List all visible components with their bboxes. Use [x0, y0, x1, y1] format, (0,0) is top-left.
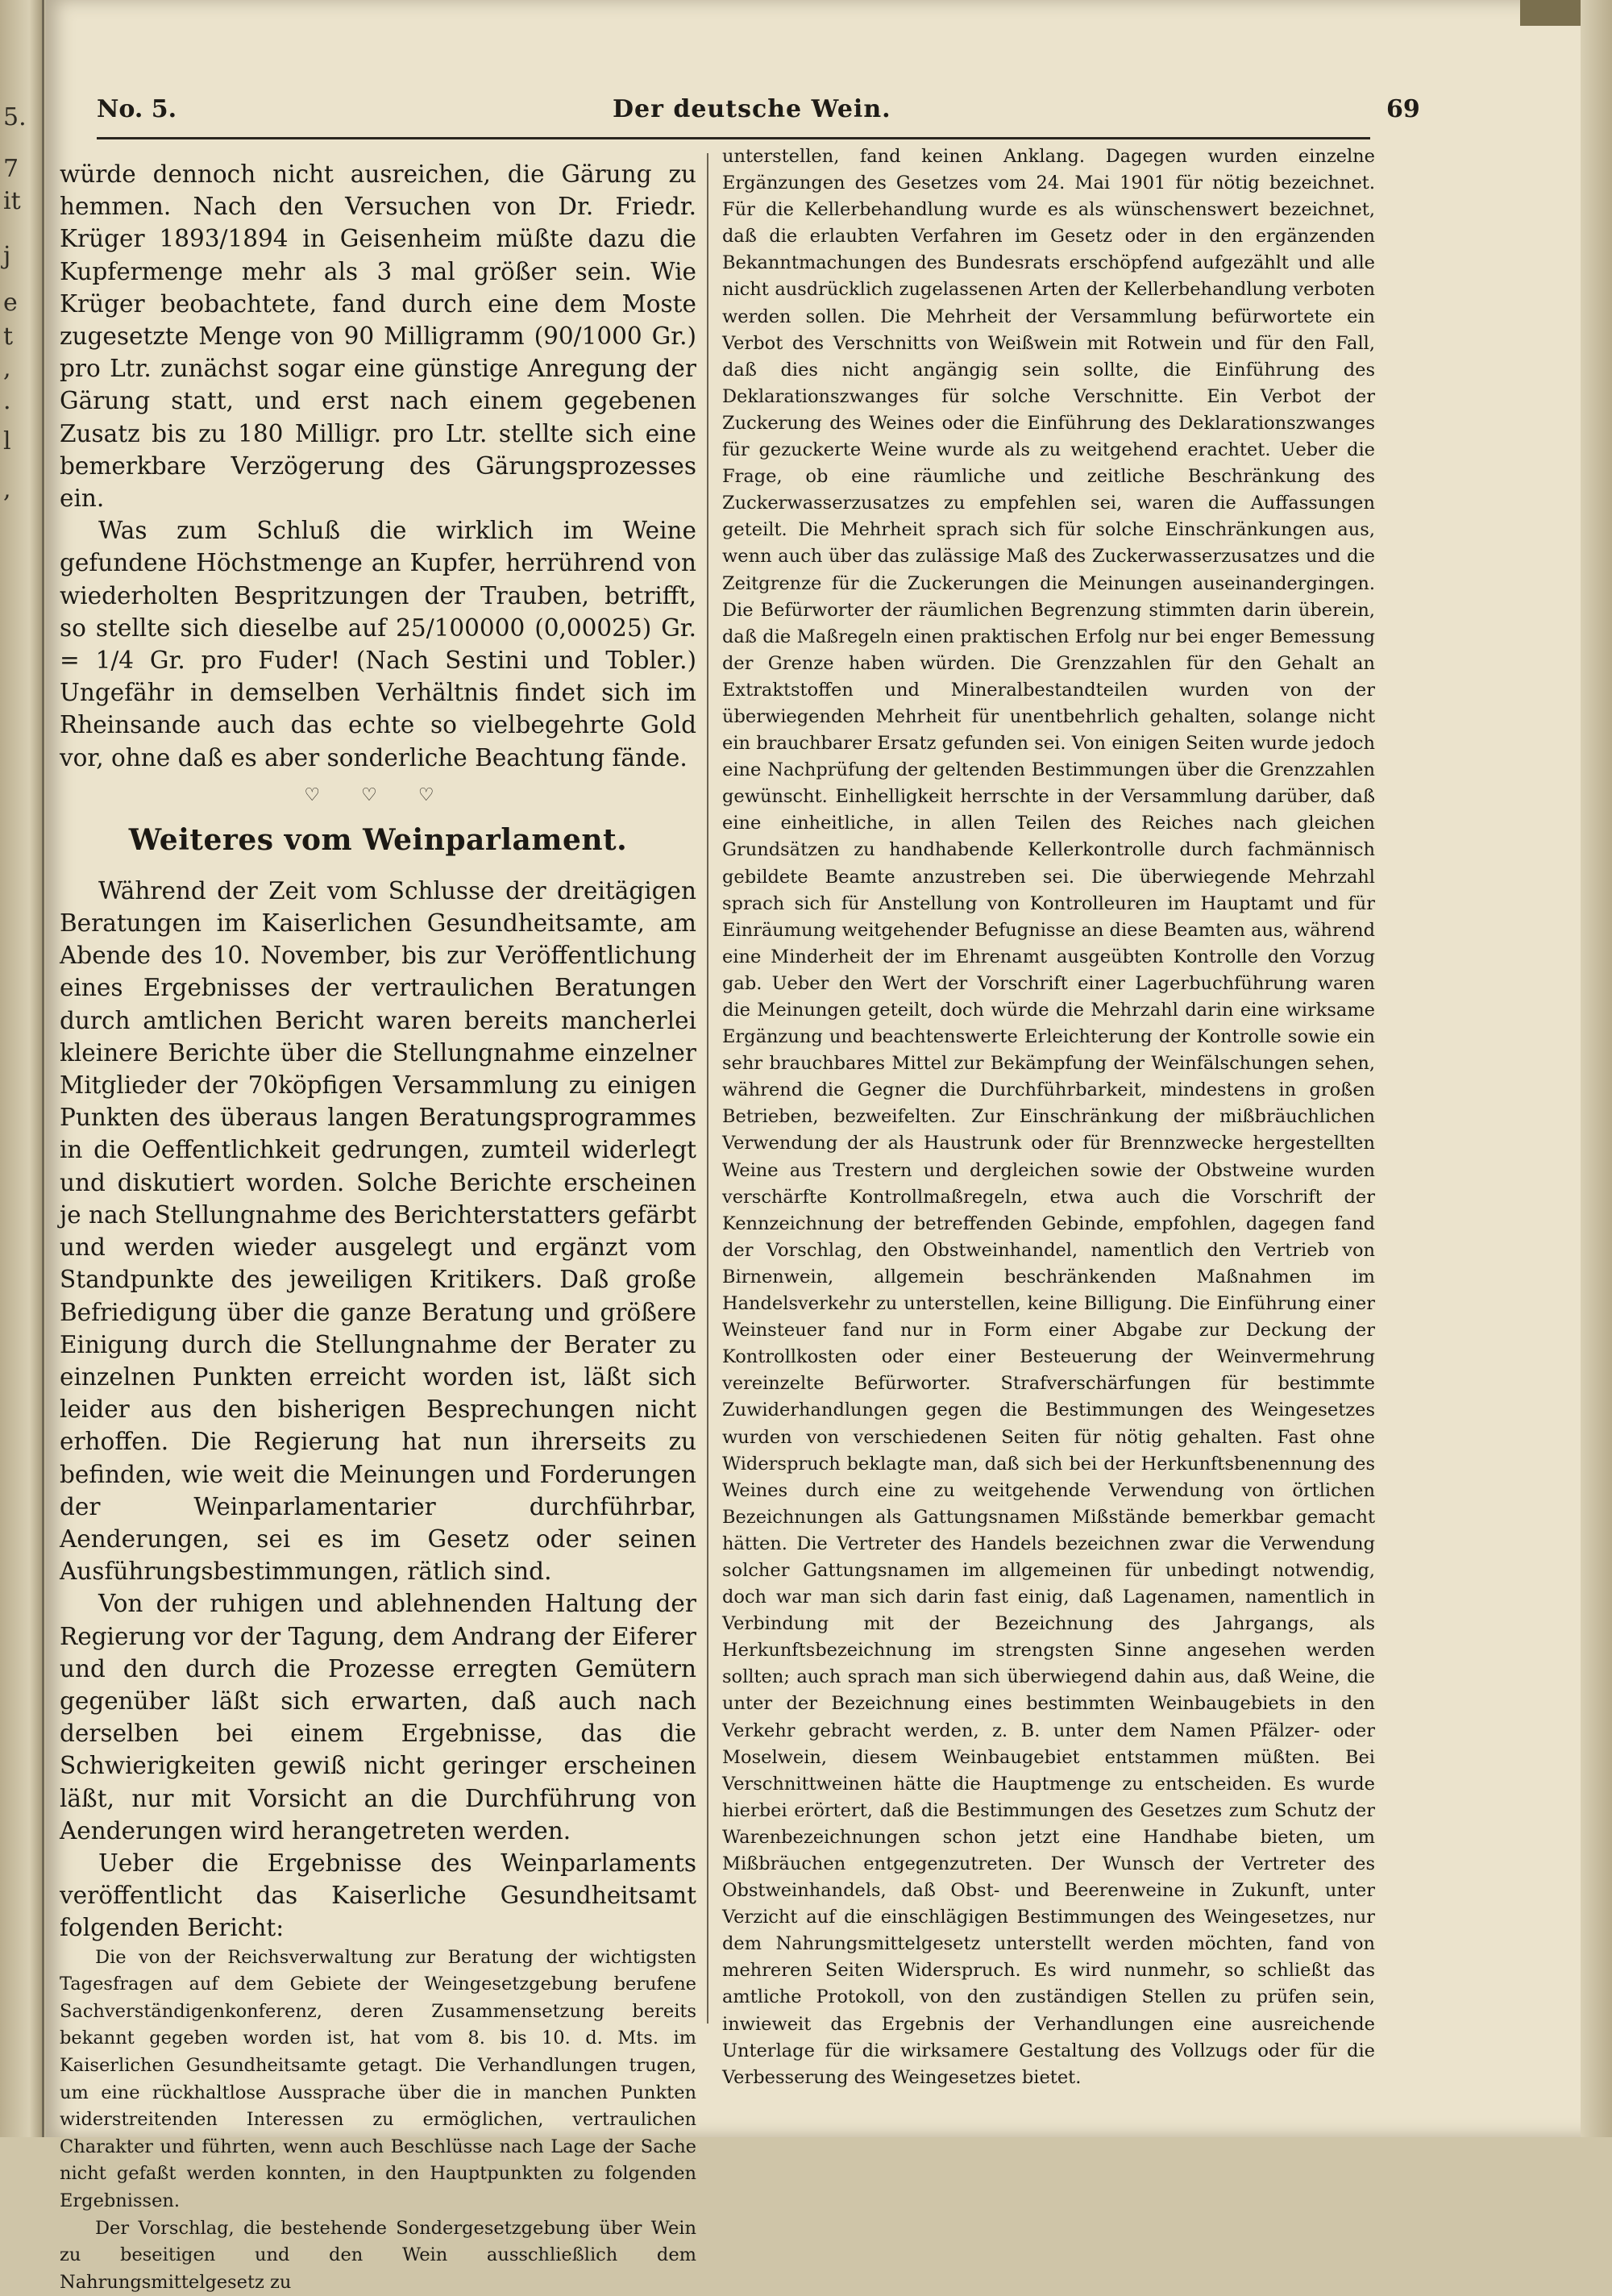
continued-paragraph: würde dennoch nicht ausreichen, die Gärung zu hemmen. Nach den Versuchen von Dr. Friedr. Krüger 1893/1894 in Geisenheim müßte dazu die Kupfermenge mehr als 3 mal größer sein. Wie Krüger beobachtete, fand durch eine dem Moste zugesetzte Menge von 90 Milligramm (90/1000 Gr.) pro Ltr. zunächst sogar eine günstige Anregung der Gärung statt, und erst nach einem gegebenen Zusatz bis zu 180 Milligr. pro Ltr. stellte sich eine bemerkbare Verzögerung des Gärungsprozesses ein. — [60, 158, 696, 514]
prev-fragment: 7 — [3, 155, 19, 183]
issue-number: No. 5. — [97, 95, 177, 123]
paragraph: Was zum Schluß die wirklich im Weine gefundene Höchstmenge an Kupfer, herrührend von wiederholten Bespritzungen der Trauben, betrifft, so stellte sich dieselbe auf 25/100000 (0,00025) Gr. = 1/4 Gr. pro Fuder! (Nach Sestini und Tobler.) Ungefähr in demselben Verhältnis findet sich im Rheinsande auch das echte so vielbegehrte Gold vor, ohne daß es aber sonderliche Beachtung fände. — [60, 514, 696, 774]
page-header — [48, 95, 1455, 134]
previous-page-edge — [0, 0, 44, 2137]
header-rule — [97, 137, 1370, 139]
article-title: Weiteres vom Weinparlament. — [60, 823, 696, 857]
report-paragraph: Der Vorschlag, die bestehende Sondergesetzgebung über Wein zu beseitigen und den Wein ausschließlich dem Nahrungsmittelgesetz zu — [60, 2215, 696, 2296]
left-column — [60, 158, 696, 2296]
prev-fragment: l — [3, 427, 11, 455]
right-column — [722, 144, 1375, 2091]
page-number: 69 — [1386, 95, 1420, 123]
prev-fragment: . — [3, 387, 11, 415]
article-paragraph: Während der Zeit vom Schlusse der dreitägigen Beratungen im Kaiserlichen Gesundheitsamte, am Abende des 10. November, bis zur Veröffentlichung eines Ergebnisses der vertraulichen Beratungen durch amtlichen Bericht waren bereits mancherlei kleinere Berichte über die Stellungnahme einzelner Mitglieder der 70köpfigen Versammlung zu einigen Punkten des überaus langen Beratungsprogrammes in die Oeffentlichkeit gedrungen, zumteil widerlegt und diskutiert worden. Solche Berichte erscheinen je nach Stellungnahme des Berichterstatters gefärbt und werden wieder ausgelegt und ergänzt vom Standpunkte des jeweiligen Kritikers. Daß große Befriedigung über die ganze Beratung und größere Einigung durch die Stellungnahme der Berater zu einzelnen Punkten erreicht worden ist, läßt sich leider aus den bisherigen Besprechungen nicht erhoffen. Die Regierung hat nun ihrerseits zu befinden, wie weit die Meinungen und Forderungen der Weinparlamentarier durchführbar, Aenderungen, sei es im Gesetz oder seinen Ausführungsbestimmungen, rätlich sind. — [60, 875, 696, 1587]
prev-fragment: it — [3, 187, 21, 215]
page-right-edge — [1581, 0, 1612, 2137]
prev-fragment: e — [3, 289, 18, 317]
prev-fragment: , — [3, 355, 11, 383]
ornament-hearts: ♡ ♡ ♡ — [60, 785, 696, 805]
article-paragraph: Ueber die Ergebnisse des Weinparlaments veröffentlicht das Kaiserliche Gesundheitsamt folgenden Bericht: — [60, 1847, 696, 1945]
report-paragraph: Die von der Reichsverwaltung zur Beratung der wichtigsten Tagesfragen auf dem Gebiete der Weingesetzgebung berufene Sachverständigenkonferenz, deren Zusammensetzung bereits bekannt gegeben worden ist, hat vom 8. bis 10. d. Mts. im Kaiserlichen Gesundheitsamte getagt. Die Verhandlungen trugen, um eine rückhaltlose Aussprache über die in manchen Punkten widerstreitenden Interessen zu ermöglichen, vertraulichen Charakter und führten, wenn auch Beschlüsse nach Lage der Sache nicht gefaßt werden konnten, in den Hauptpunkten zu folgenden Ergebnissen. — [60, 1945, 696, 2215]
column-divider — [707, 153, 708, 2024]
prev-fragment: j — [3, 242, 10, 270]
journal-title: Der deutsche Wein. — [613, 95, 891, 123]
prev-fragment: , — [3, 476, 11, 504]
report-continuation: unterstellen, fand keinen Anklang. Dagegen wurden einzelne Ergänzungen des Gesetzes vom 24. Mai 1901 für nötig bezeichnet. Für die Kellerbehandlung wurde es als wünschenswert bezeichnet, daß die erlaubten Verfahren im Gesetz oder in den ergänzenden Bekanntmachungen des Bundesrats erschöpfend aufgezählt und alle nicht ausdrücklich zugelassenen Arten der Kellerbehandlung verboten werden sollen. Die Mehrheit der Versammlung befürwortete ein Verbot des Verschnitts von Weißwein mit Rotwein und für den Fall, daß dies nicht angängig sein sollte, die Einführung des Deklarationszwanges für solche Verschnitte. Ein Verbot der Zuckerung des Weines oder die Einführung des Deklarationszwanges für gezuckerte Weine wurde als zu weitgehend erachtet. Ueber die Frage, ob eine räumliche und zeitliche Beschränkung des Zuckerwasserzusatzes zu empfehlen sei, waren die Auffassungen geteilt. Die Mehrheit sprach sich für solche Einschränkungen aus, wenn auch über das zulässige Maß des Zuckerwasserzusatzes und die Zeitgrenze für die Zuckerungen die Meinungen auseinandergingen. Die Befürworter der räumlichen Begrenzung stimmten darin überein, daß die Maßregeln einen praktischen Erfolg nur bei enger Bemessung der Grenze haben würden. Die Grenzzahlen für den Gehalt an Extraktstoffen und Mineralbestandteilen wurden von der überwiegenden Mehrheit für unentbehrlich gehalten, solange nicht ein brauchbarer Ersatz gefunden sei. Von einigen Seiten wurde jedoch eine Nachprüfung der geltenden Bestimmungen über die Grenzzahlen gewünscht. Einhelligkeit herrschte in der Versammlung darüber, daß eine einheitliche, in allen Teilen des Reiches nach gleichen Grundsätzen zu handhabende Kellerkontrolle durch fachmännisch gebildete Beamte anzustreben sei. Die überwiegende Mehrzahl sprach sich für Anstellung von Kontrolleuren im Hauptamt und für Einräumung weitgehender Befugnisse an diese Beamten aus, während eine Minderheit der im Ehrenamt ausgeübten Kontrolle den Vorzug gab. Ueber den Wert der Vorschrift einer Lagerbuchführung waren die Meinungen geteilt, doch würde die Mehrzahl darin eine wirksame Ergänzung und beachtenswerte Erleichterung der Kontrolle sowie ein sehr brauchbares Mittel zur Bekämpfung der Weinfälschungen sehen, während die Gegner die Durchführbarkeit, mindestens in großen Betrieben, bezweifelten. Zur Einschränkung der mißbräuchlichen Verwendung der als Haustrunk oder für Brennzwecke hergestellten Weine aus Trestern und dergleichen sowie der Obstweine wurden verschärfte Kontrollmaßregeln, etwa auch die Vorschrift der Kennzeichnung der betreffenden Gebinde, empfohlen, dagegen fand der Vorschlag, den Obstweinhandel, namentlich den Vertrieb von Birnenwein, allgemein beschränkenden Maßnahmen im Handelsverkehr zu unterstellen, keine Billigung. Die Einführung einer Weinsteuer fand nur in Form einer Abgabe zur Deckung der Kontrollkosten oder einer Besteuerung der Weinvermehrung vereinzelte Befürworter. Strafverschärfungen für bestimmte Zuwiderhandlungen gegen die Bestimmungen des Weingesetzes wurden von verschiedenen Seiten für nötig gehalten. Fast ohne Widerspruch beklagte man, daß sich bei der Herkunftsbenennung des Weines durch eine zu weitgehende Verwendung von örtlichen Bezeichnungen als Gattungsnamen Mißstände bemerkbar gemacht hätten. Die Vertreter des Handels bezeichnen zwar die Verwendung solcher Gattungsnamen im allgemeinen für unbedingt notwendig, doch war man sich darin fast einig, daß Lagenamen, namentlich in Verbindung mit der Bezeichnung des Jahrgangs, als Herkunftsbezeichnung im strengsten Sinne angesehen werden sollten; auch sprach man sich überwiegend dahin aus, daß Weine, die unter der Bezeichnung eines bestimmten Weinbaugebiets in den Verkehr gebracht werden, z. B. unter dem Namen Pfälzer- oder Moselwein, diesem Weinbaugebiet entstammen müßten. Bei Verschnittweinen hätte die Hauptmenge zu entscheiden. Es wurde hierbei erörtert, daß die Bestimmungen des Gesetzes zum Schutz der Warenbezeichnungen schon jetzt eine Handhabe bieten, um Mißbräuchen entgegenzutreten. Der Wunsch der Vertreter des Obstweinhandels, daß Obst- und Beerenweine in Zukunft, unter Verzicht auf die einschlägigen Bestimmungen des Weingesetzes, nur dem Nahrungsmittelgesetz unterstellt werden möchten, fand von mehreren Seiten Widerspruch. Es wird nunmehr, so schließt das amtliche Protokoll, von den zuständigen Stellen zu prüfen sein, inwieweit das Ergebnis der Verhandlungen eine ausreichende Unterlage für die wirksamere Gestaltung des Vollzugs oder für die Verbesserung des Weingesetzes bietet. — [722, 144, 1375, 2091]
prev-fragment: 5. — [3, 103, 27, 131]
prev-fragment: t — [3, 322, 13, 351]
article-paragraph: Von der ruhigen und ablehnenden Haltung der Regierung vor der Tagung, dem Andrang der Eiferer und den durch die Prozesse erregten Gemütern gegenüber läßt sich erwarten, daß auch nach derselben bei einem Ergebnisse, das die Schwierigkeiten gewiß nicht geringer erscheinen läßt, nur mit Vorsicht an die Durchführung von Aenderungen wird herangetreten werden. — [60, 1587, 696, 1847]
